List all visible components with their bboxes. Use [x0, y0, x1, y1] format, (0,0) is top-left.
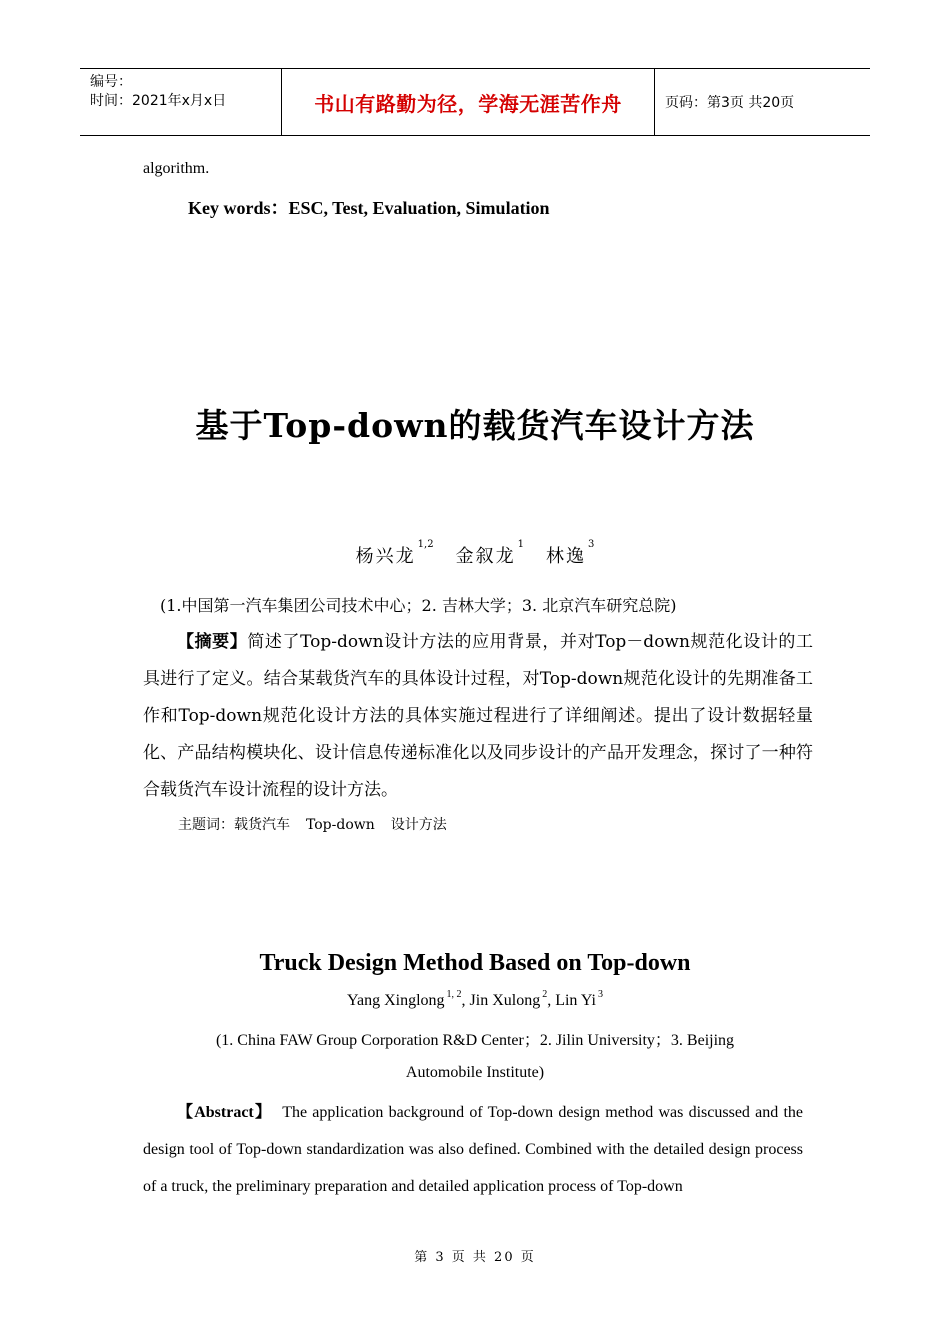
- date-label: 时间：2021年x月x日: [90, 93, 227, 109]
- en-authors: Yang Xinglong $^{1, 2}$, Jin Xulong $^2$, Lin Yi $^3$: [347, 989, 603, 1009]
- en-author-sup: 3: [597, 989, 603, 1000]
- en-affiliation-line1: (1. China FAW Group Corporation R&D Center；2. Jilin University；3. Beijing: [215, 1032, 735, 1049]
- cn-paper-title: 基于Top-down的载货汽车设计方法: [195, 406, 755, 445]
- cn-author-name: 杨兴龙: [355, 546, 416, 567]
- carryover-text: algorithm.: [143, 160, 210, 177]
- cn-keyword: Top-down: [306, 817, 375, 833]
- en-author-sup: 2: [542, 989, 548, 1000]
- cn-author-sup: 1: [517, 539, 524, 550]
- serial-number-label: 编号：: [90, 74, 132, 90]
- cn-authors: [0, 539, 950, 568]
- header-page-info: 页码：第3页 共20页: [665, 95, 795, 111]
- en-affiliation-line2: Automobile Institute): [405, 1064, 545, 1081]
- cn-affiliation: (1.中国第一汽车集团公司技术中心；2. 吉林大学；3. 北京汽车研究总院): [160, 596, 677, 615]
- en-abstract-text: The application background of Top-down design method was discussed and the design tool of Top-down standardization was also defined. Combined with the detailed design process of a truck, the preliminary preparation and detailed application process of Top-down: [143, 1104, 803, 1195]
- page-footer: 第 3 页 共 20 页: [414, 1250, 536, 1265]
- cn-author-sup: 1,2: [417, 539, 434, 550]
- en-paper-title: Truck Design Method Based on Top-down: [259, 950, 691, 976]
- cn-keywords-label: 主题词：: [178, 817, 234, 833]
- previous-keywords: Key words：ESC, Test, Evaluation, Simulation: [188, 198, 550, 218]
- en-abstract-label: 【Abstract】: [177, 1104, 273, 1121]
- page-header-table: [80, 68, 870, 136]
- cn-keyword: 载货汽车: [234, 817, 290, 833]
- cn-abstract-text: 简述了Top-down设计方法的应用背景，并对Top－down规范化设计的工具进行了定义。结合某载货汽车的具体设计过程，对Top-down规范化设计的先期准备工作和Top-down规范化设计方法的具体实施过程进行了详细阐述。提出了设计数据轻量化、产品结构模块化、设计信息传递标准化以及同步设计的产品开发理念，探讨了一种符合载货汽车设计流程的设计方法。: [143, 632, 814, 800]
- cn-keyword: 设计方法: [390, 817, 447, 833]
- cn-abstract-label: 【摘要】: [177, 632, 248, 652]
- cn-keywords: [178, 814, 447, 834]
- en-author-sup: 1, 2: [446, 989, 462, 1000]
- en-abstract: [143, 1094, 803, 1205]
- cn-author-name: 金叙龙: [455, 546, 516, 567]
- cn-abstract: [143, 624, 813, 809]
- cn-author-name: 林逸: [545, 546, 586, 567]
- cn-author-sup: 3: [587, 539, 595, 550]
- en-author-name: Yang Xinglong: [347, 992, 445, 1009]
- en-author-name: Lin Yi: [555, 992, 596, 1009]
- en-author-name: Jin Xulong: [469, 992, 541, 1009]
- header-left-cell: [80, 69, 281, 135]
- header-motto: 书山有路勤为径，学海无涯苦作舟: [281, 69, 655, 135]
